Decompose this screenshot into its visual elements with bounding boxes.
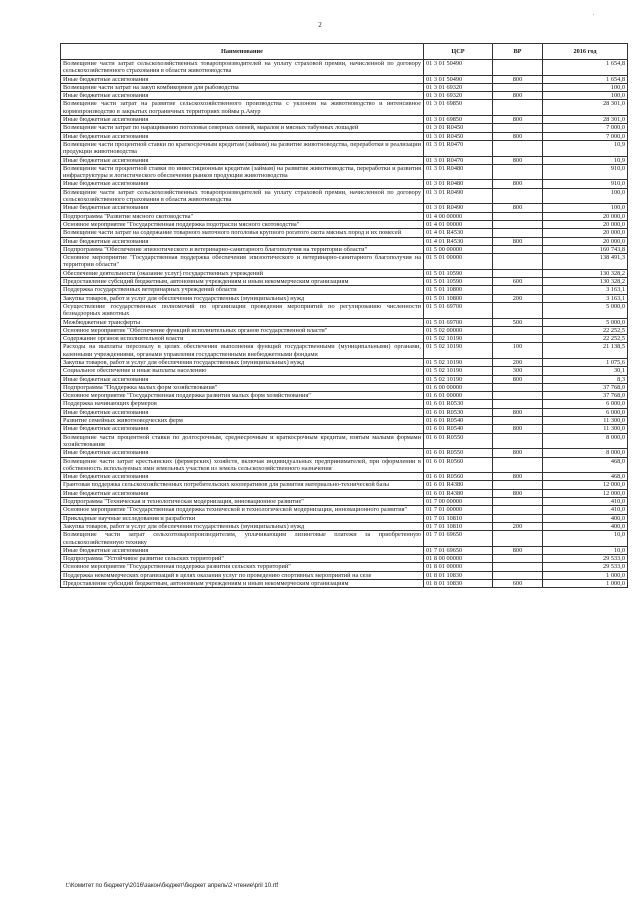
- header-csr: ЦСР: [424, 44, 493, 60]
- row-csr: 01 4 01 00000: [424, 220, 493, 228]
- row-amount: 3 163,1: [543, 286, 628, 294]
- row-csr: 01 7 01 10810: [424, 522, 493, 530]
- row-csr: 01 7 01 69650: [424, 546, 493, 554]
- row-csr: 01 5 00 00000: [424, 245, 493, 253]
- row-vr: [493, 164, 543, 180]
- row-name: Возмещение части затрат на закуп комбикормов для рыбоводства: [61, 83, 424, 91]
- row-amount: 11 300,0: [543, 417, 628, 425]
- row-vr: [493, 531, 543, 547]
- table-row: [61, 375, 628, 383]
- row-csr: 01 5 01 69700: [424, 302, 493, 318]
- row-csr: 01 6 01 00000: [424, 392, 493, 400]
- table-row: [61, 286, 628, 294]
- table-row: [61, 522, 628, 530]
- table-row: [61, 457, 628, 473]
- table-row: [61, 473, 628, 481]
- row-vr: [493, 481, 543, 489]
- row-vr: [493, 335, 543, 343]
- row-csr: 01 6 01 R0530: [424, 408, 493, 416]
- row-vr: 800: [493, 375, 543, 383]
- table-row: [61, 531, 628, 547]
- row-name: Социальное обеспечение и иные выплаты населению: [61, 367, 424, 375]
- row-vr: [493, 220, 543, 228]
- row-name: Возмещение части процентной ставки по долгосрочным, среднесрочным и краткосрочным кредитам, взятым малыми формами хозяйствования: [61, 433, 424, 449]
- row-name: Основное мероприятие "Государственная поддержка развития сельских территорий": [61, 563, 424, 571]
- row-name: Подпрограмма "Поддержка малых форм хозяйствования": [61, 383, 424, 391]
- row-vr: [493, 245, 543, 253]
- row-csr: 01 5 01 69700: [424, 318, 493, 326]
- row-csr: 01 5 01 10590: [424, 278, 493, 286]
- row-csr: 01 7 01 10810: [424, 514, 493, 522]
- row-vr: 200: [493, 294, 543, 302]
- table-row: [61, 343, 628, 359]
- row-csr: 01 5 02 10190: [424, 375, 493, 383]
- row-name: Возмещение части затрат сельскохозяйственных товаропроизводителей на уплату страховой премии, начисленной по договору сельскохозяйственного страхования в области животноводства: [61, 60, 424, 76]
- row-amount: 30,1: [543, 367, 628, 375]
- row-name: Возмещение части процентной ставки по краткосрочным кредитам (займам) на развитие животноводства, переработки и реализации продукции животноводства: [61, 140, 424, 156]
- table-row: [61, 580, 628, 588]
- row-vr: 200: [493, 522, 543, 530]
- row-amount: 20 000,0: [543, 237, 628, 245]
- row-csr: 01 4 01 R4530: [424, 237, 493, 245]
- row-vr: [493, 506, 543, 514]
- row-vr: 800: [493, 473, 543, 481]
- row-amount: 22 252,5: [543, 335, 628, 343]
- table-row: [61, 506, 628, 514]
- table-row: [61, 555, 628, 563]
- table-row: [61, 546, 628, 554]
- row-amount: 8 000,0: [543, 433, 628, 449]
- row-vr: 800: [493, 132, 543, 140]
- row-amount: 8 000,0: [543, 449, 628, 457]
- row-name: Иные бюджетные ассигнования: [61, 116, 424, 124]
- row-amount: 10,9: [543, 156, 628, 164]
- row-csr: 01 3 01 R0490: [424, 188, 493, 204]
- row-vr: 800: [493, 156, 543, 164]
- row-amount: 468,0: [543, 457, 628, 473]
- row-name: Подпрограмма "Техническая и технологическая модернизация, инновационное развитие": [61, 498, 424, 506]
- table-row: [61, 188, 628, 204]
- table-row: [61, 318, 628, 326]
- table-row: [61, 229, 628, 237]
- row-csr: 01 5 02 00000: [424, 326, 493, 334]
- row-amount: 12 000,0: [543, 481, 628, 489]
- table-row: [61, 180, 628, 188]
- table-row: [61, 92, 628, 100]
- row-amount: 12 000,0: [543, 489, 628, 497]
- table-row: [61, 367, 628, 375]
- header-name: Наименование: [61, 44, 424, 60]
- row-amount: 37 768,0: [543, 383, 628, 391]
- file-path-footer: t:\Комитет по бюджету\2016\закон\бюджет\бюджет апрель\2 чтение\pril 10.rtf: [66, 883, 279, 889]
- row-name: Прикладные научные исследования и разработки: [61, 514, 424, 522]
- row-csr: 01 5 01 10800: [424, 286, 493, 294]
- row-csr: 01 6 01 R4380: [424, 481, 493, 489]
- row-amount: 5 000,0: [543, 302, 628, 318]
- row-amount: 100,0: [543, 92, 628, 100]
- row-amount: 400,0: [543, 514, 628, 522]
- row-amount: 160 743,8: [543, 245, 628, 253]
- budget-table: [60, 43, 628, 588]
- row-csr: 01 4 01 R4530: [424, 229, 493, 237]
- row-csr: 01 6 01 R4380: [424, 489, 493, 497]
- row-name: Закупка товаров, работ и услуг для обеспечения государственных (муниципальных) нужд: [61, 294, 424, 302]
- row-name: Межбюджетные трансферты: [61, 318, 424, 326]
- row-vr: 200: [493, 358, 543, 366]
- row-name: Иные бюджетные ассигнования: [61, 180, 424, 188]
- row-name: Грантовая поддержка сельскохозяйственных потребительских кооперативов для развития материально-технической базы: [61, 481, 424, 489]
- table-row: [61, 417, 628, 425]
- row-csr: 01 6 01 R0560: [424, 473, 493, 481]
- row-vr: 100: [493, 343, 543, 359]
- row-vr: [493, 286, 543, 294]
- row-csr: 01 6 01 R0550: [424, 433, 493, 449]
- header-vr: ВР: [493, 44, 543, 60]
- table-row: [61, 245, 628, 253]
- row-name: Иные бюджетные ассигнования: [61, 204, 424, 212]
- table-row: [61, 383, 628, 391]
- row-vr: 800: [493, 425, 543, 433]
- row-amount: 138 491,3: [543, 254, 628, 270]
- row-name: Иные бюджетные ассигнования: [61, 75, 424, 83]
- row-csr: 01 3 01 R0490: [424, 204, 493, 212]
- row-csr: 01 3 01 50490: [424, 75, 493, 83]
- row-vr: [493, 124, 543, 132]
- row-name: Основное мероприятие "Государственная поддержка развития малых форм хозяйствования": [61, 392, 424, 400]
- row-amount: 21 138,5: [543, 343, 628, 359]
- row-csr: 01 7 01 00000: [424, 506, 493, 514]
- row-amount: 28 301,0: [543, 100, 628, 116]
- row-amount: 7 000,0: [543, 132, 628, 140]
- row-csr: 01 3 01 R0470: [424, 156, 493, 164]
- row-name: Иные бюджетные ассигнования: [61, 546, 424, 554]
- row-csr: 01 8 00 00000: [424, 555, 493, 563]
- row-name: Подпрограмма "Развитие мясного скотоводства": [61, 212, 424, 220]
- row-vr: [493, 100, 543, 116]
- row-amount: 11 300,0: [543, 425, 628, 433]
- row-vr: [493, 392, 543, 400]
- table-row: [61, 449, 628, 457]
- table-row: [61, 392, 628, 400]
- row-name: Основное мероприятие "Государственная поддержка технической и технологической модернизации, инновационного развития": [61, 506, 424, 514]
- table-row: [61, 278, 628, 286]
- row-vr: [493, 383, 543, 391]
- row-amount: 3 163,1: [543, 294, 628, 302]
- row-vr: [493, 269, 543, 277]
- row-csr: 01 3 01 69850: [424, 100, 493, 116]
- table-row: [61, 100, 628, 116]
- row-amount: 1 000,0: [543, 580, 628, 588]
- row-csr: 01 7 01 69650: [424, 531, 493, 547]
- row-vr: [493, 498, 543, 506]
- row-amount: 1 654,8: [543, 75, 628, 83]
- row-vr: [493, 417, 543, 425]
- row-vr: [493, 555, 543, 563]
- table-row: [61, 220, 628, 228]
- table-row: [61, 294, 628, 302]
- row-amount: 10,0: [543, 531, 628, 547]
- row-name: Возмещение части затрат крестьянских (фермерских) хозяйств, включая индивидуальных предпринимателей, при оформлении в собственность используемых ими земельных участков из земель сельскохозяйственного назначения: [61, 457, 424, 473]
- row-name: Поддержка начинающих фермеров: [61, 400, 424, 408]
- row-amount: 10,0: [543, 546, 628, 554]
- row-amount: 10,9: [543, 140, 628, 156]
- row-amount: 22 252,5: [543, 326, 628, 334]
- row-csr: 01 3 01 50490: [424, 60, 493, 76]
- row-csr: 01 6 01 R0550: [424, 449, 493, 457]
- row-vr: 800: [493, 75, 543, 83]
- table-body: [61, 60, 628, 588]
- table-row: [61, 326, 628, 334]
- row-amount: 8,3: [543, 375, 628, 383]
- row-csr: 01 3 01 R0450: [424, 124, 493, 132]
- row-amount: 5 000,0: [543, 318, 628, 326]
- row-name: Предоставление субсидий бюджетным, автономным учреждениям и иным некоммерческим организациям: [61, 278, 424, 286]
- row-name: Иные бюджетные ассигнования: [61, 375, 424, 383]
- row-name: Иные бюджетные ассигнования: [61, 408, 424, 416]
- row-vr: 600: [493, 580, 543, 588]
- row-amount: 37 768,0: [543, 392, 628, 400]
- row-vr: [493, 400, 543, 408]
- table-row: [61, 433, 628, 449]
- header-year: 2016 год: [543, 44, 628, 60]
- row-vr: 800: [493, 92, 543, 100]
- row-name: Иные бюджетные ассигнования: [61, 489, 424, 497]
- table-row: [61, 254, 628, 270]
- table-row: [61, 156, 628, 164]
- row-name: Возмещение части затрат на развитие сельскохозяйственного производства с уклоном на животноводство и интенсивное кормопроизводство в закрытых пограничных территориях поймы р.Амур: [61, 100, 424, 116]
- row-vr: [493, 60, 543, 76]
- table-row: [61, 400, 628, 408]
- row-amount: 410,0: [543, 506, 628, 514]
- row-vr: 800: [493, 180, 543, 188]
- table-header-row: [61, 44, 628, 60]
- row-csr: 01 3 01 R0480: [424, 180, 493, 188]
- row-csr: 01 5 02 10190: [424, 335, 493, 343]
- row-name: Осуществление государственных полномочий по организации проведения мероприятий по регулированию численности безнадзорных животных: [61, 302, 424, 318]
- row-name: Иные бюджетные ассигнования: [61, 237, 424, 245]
- row-name: Иные бюджетные ассигнования: [61, 92, 424, 100]
- row-amount: 6 000,0: [543, 408, 628, 416]
- row-csr: 01 3 01 69850: [424, 116, 493, 124]
- row-name: Основное мероприятие "Обеспечение функций исполнительных органов государственной власти": [61, 326, 424, 334]
- row-vr: 600: [493, 278, 543, 286]
- row-vr: [493, 302, 543, 318]
- row-amount: 1 075,6: [543, 358, 628, 366]
- row-csr: 01 5 01 00000: [424, 254, 493, 270]
- row-csr: 01 6 01 R0560: [424, 457, 493, 473]
- row-name: Предоставление субсидий бюджетным, автономным учреждениям и иным некоммерческим организациям: [61, 580, 424, 588]
- row-vr: 800: [493, 204, 543, 212]
- row-vr: 300: [493, 367, 543, 375]
- row-csr: 01 8 01 10830: [424, 580, 493, 588]
- row-amount: 1 654,8: [543, 60, 628, 76]
- table-row: [61, 302, 628, 318]
- table-row: [61, 164, 628, 180]
- row-vr: [493, 563, 543, 571]
- row-name: Возмещение части затрат на содержание товарного маточного поголовья крупного рогатого скота мясных пород и их помесей: [61, 229, 424, 237]
- row-name: Иные бюджетные ассигнования: [61, 132, 424, 140]
- row-vr: 800: [493, 116, 543, 124]
- table-row: [61, 204, 628, 212]
- table-row: [61, 237, 628, 245]
- table-row: [61, 514, 628, 522]
- row-vr: [493, 433, 543, 449]
- row-name: Иные бюджетные ассигнования: [61, 449, 424, 457]
- row-vr: 800: [493, 489, 543, 497]
- table-row: [61, 408, 628, 416]
- row-vr: [493, 254, 543, 270]
- row-vr: [493, 83, 543, 91]
- row-vr: [493, 514, 543, 522]
- row-amount: 6 000,0: [543, 400, 628, 408]
- row-amount: 7 000,0: [543, 124, 628, 132]
- row-amount: 910,0: [543, 164, 628, 180]
- row-csr: 01 7 00 00000: [424, 498, 493, 506]
- page-number: 2: [318, 21, 322, 29]
- row-name: Поддержка некоммерческих организаций в целях оказания услуг по проведению спортивных мероприятий на селе: [61, 571, 424, 579]
- row-name: Закупка товаров, работ и услуг для обеспечения государственных (муниципальных) нужд: [61, 522, 424, 530]
- row-vr: 800: [493, 408, 543, 416]
- row-amount: 910,0: [543, 180, 628, 188]
- row-csr: 01 5 01 10800: [424, 294, 493, 302]
- row-csr: 01 4 00 00000: [424, 212, 493, 220]
- row-vr: [493, 571, 543, 579]
- row-name: Возмещение части затрат сельхозтоваропроизводителям, уплачивающим лизинговые платежи за приобретенную сельскохозяйственную технику: [61, 531, 424, 547]
- table-row: [61, 358, 628, 366]
- row-amount: 1 000,0: [543, 571, 628, 579]
- row-name: Обеспечение деятельности (оказание услуг) государственных учреждений: [61, 269, 424, 277]
- row-csr: 01 3 01 69320: [424, 83, 493, 91]
- table-row: [61, 83, 628, 91]
- table-row: [61, 212, 628, 220]
- row-vr: 500: [493, 318, 543, 326]
- row-vr: [493, 229, 543, 237]
- table-row: [61, 335, 628, 343]
- table-row: [61, 124, 628, 132]
- row-name: Подпрограмма "Устойчивое развитие сельских территорий": [61, 555, 424, 563]
- row-csr: 01 6 01 R0530: [424, 400, 493, 408]
- table-row: [61, 563, 628, 571]
- row-vr: 800: [493, 546, 543, 554]
- row-csr: 01 8 01 00000: [424, 563, 493, 571]
- table-row: [61, 571, 628, 579]
- row-csr: 01 3 01 R0470: [424, 140, 493, 156]
- row-amount: 410,0: [543, 498, 628, 506]
- table-row: [61, 132, 628, 140]
- row-amount: 100,0: [543, 188, 628, 204]
- row-csr: 01 8 01 10830: [424, 571, 493, 579]
- table-row: [61, 425, 628, 433]
- row-vr: 800: [493, 449, 543, 457]
- table-row: [61, 116, 628, 124]
- row-csr: 01 3 01 R0450: [424, 132, 493, 140]
- row-amount: 400,0: [543, 522, 628, 530]
- row-name: Основное мероприятие "Государственная поддержка обеспечения эпизоотического и ветеринарно-санитарного благополучия на территории области": [61, 254, 424, 270]
- table-row: [61, 140, 628, 156]
- row-amount: 28 301,0: [543, 116, 628, 124]
- table-row: [61, 498, 628, 506]
- row-name: Возмещение части затрат сельскохозяйственных товаропроизводителей на уплату страховой премии, начисленной по договору сельскохозяйственного страхования в области животноводства: [61, 188, 424, 204]
- row-amount: 100,0: [543, 204, 628, 212]
- table-row: [61, 269, 628, 277]
- row-amount: 20 000,0: [543, 229, 628, 237]
- row-csr: 01 5 02 10190: [424, 367, 493, 375]
- row-name: Основное мероприятие "Государственная поддержка подотрасли мясного скотоводства": [61, 220, 424, 228]
- table-row: [61, 60, 628, 76]
- row-vr: [493, 326, 543, 334]
- row-amount: 29 533,0: [543, 563, 628, 571]
- row-vr: [493, 188, 543, 204]
- table-row: [61, 481, 628, 489]
- row-name: Иные бюджетные ассигнования: [61, 473, 424, 481]
- row-csr: 01 3 01 R0480: [424, 164, 493, 180]
- row-vr: [493, 140, 543, 156]
- row-csr: 01 5 02 10190: [424, 358, 493, 366]
- row-csr: 01 6 00 00000: [424, 383, 493, 391]
- row-csr: 01 5 01 10590: [424, 269, 493, 277]
- table-row: [61, 489, 628, 497]
- row-name: Подпрограмма "Обеспечение эпизоотического и ветеринарно-санитарного благополучия на территории области": [61, 245, 424, 253]
- row-amount: 29 533,0: [543, 555, 628, 563]
- corner-mark: ′: [593, 14, 595, 20]
- row-vr: [493, 212, 543, 220]
- row-name: Возмещение части процентной ставки по инвестиционным кредитам (займам) на развитие животноводства, переработки и развития инфраструктуры и логистического обеспечения рынков продукции животноводства: [61, 164, 424, 180]
- row-amount: 20 000,0: [543, 220, 628, 228]
- row-name: Содержание органов исполнительной власти: [61, 335, 424, 343]
- row-amount: 100,0: [543, 83, 628, 91]
- row-amount: 20 000,0: [543, 212, 628, 220]
- row-name: Закупка товаров, работ и услуг для обеспечения государственных (муниципальных) нужд: [61, 358, 424, 366]
- row-name: Поддержка государственных ветеринарных учреждений области: [61, 286, 424, 294]
- row-name: Развитие семейных животноводческих ферм: [61, 417, 424, 425]
- row-name: Расходы на выплаты персоналу в целях обеспечения выполнения функций государственными (муниципальными) органами, казенными учреждениями, органами управления государственными внебюджетными фондами: [61, 343, 424, 359]
- row-name: Иные бюджетные ассигнования: [61, 425, 424, 433]
- table-row: [61, 75, 628, 83]
- row-amount: 130 328,2: [543, 269, 628, 277]
- row-vr: [493, 457, 543, 473]
- row-amount: 130 328,2: [543, 278, 628, 286]
- row-csr: 01 5 02 10190: [424, 343, 493, 359]
- row-amount: 468,0: [543, 473, 628, 481]
- row-csr: 01 6 01 R0540: [424, 417, 493, 425]
- row-name: Иные бюджетные ассигнования: [61, 156, 424, 164]
- row-name: Возмещение части затрат по наращиванию поголовья северных оленей, маралов и мясных табунных лошадей: [61, 124, 424, 132]
- row-csr: 01 3 01 69320: [424, 92, 493, 100]
- row-vr: 800: [493, 237, 543, 245]
- row-csr: 01 6 01 R0540: [424, 425, 493, 433]
